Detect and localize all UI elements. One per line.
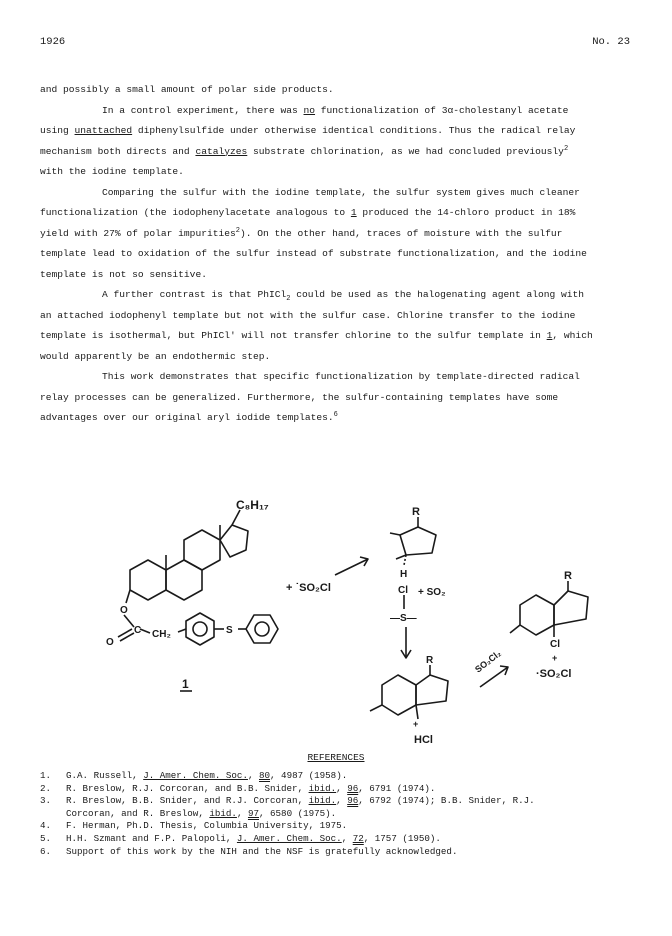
emphasis-unattached: unattached [74, 125, 133, 136]
text-run: substrate chlorination, as we had concluded previously [247, 145, 564, 157]
issue-number: No. 23 [592, 36, 630, 48]
text-run: could be used as the halogenating agent along with [290, 289, 585, 300]
phenyl-ring-1 [186, 613, 214, 645]
body-text [40, 80, 640, 429]
reference-item [40, 846, 640, 859]
text-run: produced the 14-chloro product in 18% [356, 207, 576, 218]
text-run: R. Breslow, B.B. Snider, and R.J. Corcoran, [66, 795, 309, 807]
text-run: relay processes can be generalized. Furthermore, the sulfur-containing templates have some [40, 391, 559, 403]
side-chain-bond [232, 510, 240, 525]
compound-ref: 1 [350, 207, 357, 218]
page-year: 1926 [40, 36, 66, 48]
text-run: , [341, 832, 353, 844]
journal-name: ibid. [209, 807, 237, 819]
text-run: , 6791 (1974). [358, 782, 436, 794]
text-run: Corcoran, and R. Breslow, [66, 807, 210, 819]
sulfur-bridge-label: S [226, 625, 233, 636]
volume: 97 [247, 807, 259, 819]
reference-item [40, 833, 640, 846]
citation-superscript: 6 [333, 410, 338, 419]
hcl-plus-label: + [413, 719, 419, 729]
phenyl-aromatic-2 [255, 622, 269, 636]
hydrindane-six-ring [382, 675, 416, 715]
text-run: , 4987 (1958). [270, 770, 348, 781]
text-run: advantages over our original aryl iodide templates. [40, 412, 334, 423]
text-run: This work demonstrates that specific functionalization by template-directed radical [102, 371, 580, 382]
text-run: Comparing the sulfur with the iodine template, the sulfur system gives much cleaner [102, 186, 580, 198]
reference-number: 5. [40, 832, 52, 844]
text-run: template is isothermal, but PhICl' will not transfer chlorine to the sulfur template in [40, 330, 547, 341]
reference-text [66, 820, 640, 833]
compound-1-label: 1 [182, 677, 189, 691]
product-methyl [510, 625, 520, 633]
journal-name: ibid. [308, 795, 337, 807]
reference-text [66, 795, 640, 820]
volume: 96 [347, 782, 359, 794]
reference-item [40, 783, 640, 796]
product-five-ring [554, 591, 588, 625]
text-run: , [247, 770, 259, 781]
reference-number: 4. [40, 820, 52, 832]
reference-text [66, 833, 640, 846]
volume: 80 [259, 770, 271, 781]
product-six-ring [520, 595, 554, 635]
reaction-scheme [100, 495, 620, 750]
text-run: with the iodine template. [40, 166, 184, 177]
reaction-arrow-1 [335, 559, 368, 575]
emphasis-catalyzes: catalyzes [195, 145, 248, 157]
ester-o-label: O [120, 605, 128, 616]
ring-c [184, 530, 220, 570]
radical-bond [416, 705, 418, 719]
product-r-label: R [564, 570, 572, 582]
text-run: H.H. Szmant and F.P. Palopoli, [66, 832, 237, 844]
hydrindane-five-ring [416, 675, 448, 705]
cyclopentane-ring [400, 527, 436, 555]
carbonyl-c-label: C [134, 625, 142, 636]
citation-superscript: 2 [235, 226, 240, 235]
carbonyl-o-label: O [106, 637, 114, 648]
compound-ref: 1 [546, 330, 553, 341]
paragraph-1 [40, 101, 640, 183]
text-run: functionalization (the iodophenylacetate analogous to [40, 207, 351, 218]
so2cl2-label: SO₂Cl₂ [473, 648, 503, 675]
reference-item [40, 820, 640, 833]
references-title: REFERENCES [307, 752, 365, 763]
paragraph-3 [40, 285, 640, 367]
so2-label: + SO₂ [418, 587, 446, 598]
text-run: F. Herman, Ph.D. Thesis, Columbia University, 1975. [66, 820, 348, 832]
intermediate-r-label: R [412, 506, 420, 518]
text-run: , 1757 (1950). [363, 832, 441, 844]
text-run: using [40, 125, 75, 136]
reference-text [66, 846, 640, 859]
citation-superscript: 2 [563, 144, 569, 153]
text-run: A further contrast is that PhICl [102, 289, 287, 300]
text-run: Support of this work by the NIH and the NSF is gratefully acknowledged. [66, 845, 458, 857]
reference-number: 2. [40, 782, 52, 794]
journal-name: ibid. [308, 782, 337, 794]
phenyl-ring-2 [246, 615, 278, 643]
references-list [40, 770, 640, 858]
journal-name: J. Amer. Chem. Soc. [143, 770, 248, 781]
paragraph-2 [40, 183, 640, 286]
text-run: an attached iodophenyl template but not with the sulfur case. Chlorine transfer to the iodine [40, 309, 576, 321]
c-ch2-bond [140, 629, 150, 633]
intermediate-h-label: H [400, 569, 408, 580]
text-run: , 6792 (1974); B.B. Snider, R.J. [358, 795, 535, 807]
text-run: and possibly a small amount of polar side products. [40, 84, 334, 95]
journal-name: J. Amer. Chem. Soc. [236, 832, 342, 844]
text-run: , [336, 782, 348, 794]
ch2-label: CH₂ [152, 629, 171, 640]
c3-o-bond [126, 590, 130, 603]
paragraph-0 [40, 80, 640, 101]
emphasis-no: no [303, 104, 316, 116]
text-run: ). On the other hand, traces of moisture with the sulfur [239, 227, 563, 239]
volume: 96 [347, 795, 359, 807]
o-c-bond [124, 615, 134, 627]
text-run: G.A. Russell, [66, 770, 144, 781]
reference-number: 3. [40, 795, 52, 807]
text-run: , [336, 795, 348, 807]
ch2-phenyl-bond [178, 629, 186, 632]
side-chain-label: C₈H₁₇ [236, 498, 269, 512]
text-run: , which [552, 330, 593, 341]
text-run: , 6580 (1975). [259, 807, 337, 819]
ring-d [220, 525, 248, 557]
hcl-label: HCl [414, 734, 433, 746]
reference-text [66, 770, 640, 783]
reference-item [40, 795, 640, 820]
paragraph-4 [40, 367, 640, 429]
subscript: 2 [286, 294, 291, 303]
text-run: R. Breslow, R.J. Corcoran, and B.B. Snider, [66, 782, 309, 794]
ring-a [130, 560, 166, 600]
ring-stub-1 [390, 533, 400, 535]
so2cl-radical-label: ·SO₂Cl [536, 668, 572, 680]
product-plus-label: + [552, 653, 558, 663]
reference-item [40, 770, 640, 783]
text-run: , [236, 807, 248, 819]
reference-number: 1. [40, 770, 52, 781]
methyl-stub [370, 705, 382, 711]
reference-number: 6. [40, 845, 52, 857]
intermediate-cl-label: Cl [398, 585, 408, 596]
text-run: yield with 27% of polar impurities [40, 227, 236, 239]
text-run: would apparently be an endothermic step. [40, 350, 271, 362]
text-run: template lead to oxidation of the sulfur instead of substrate functionalization, and the iodine [40, 248, 587, 259]
ring-b [166, 560, 202, 600]
sulfur-label: —S— [390, 613, 417, 624]
text-run: mechanism both directs and [40, 145, 196, 157]
text-run: functionalization of 3α-cholestanyl acetate [315, 104, 569, 116]
text-run: diphenylsulfide under otherwise identical conditions. Thus the radical relay [132, 125, 576, 136]
text-run: template is not so sensitive. [40, 268, 207, 280]
reference-text [66, 783, 640, 796]
text-run: In a control experiment, there was [102, 104, 304, 116]
reagent-label: + ˙SO₂Cl [286, 582, 331, 594]
ring-stub-2 [396, 555, 406, 559]
bottom-r-label: R [426, 655, 434, 666]
volume: 72 [352, 832, 364, 844]
phenyl-aromatic-1 [193, 622, 207, 636]
product-cl-label: Cl [550, 639, 560, 650]
